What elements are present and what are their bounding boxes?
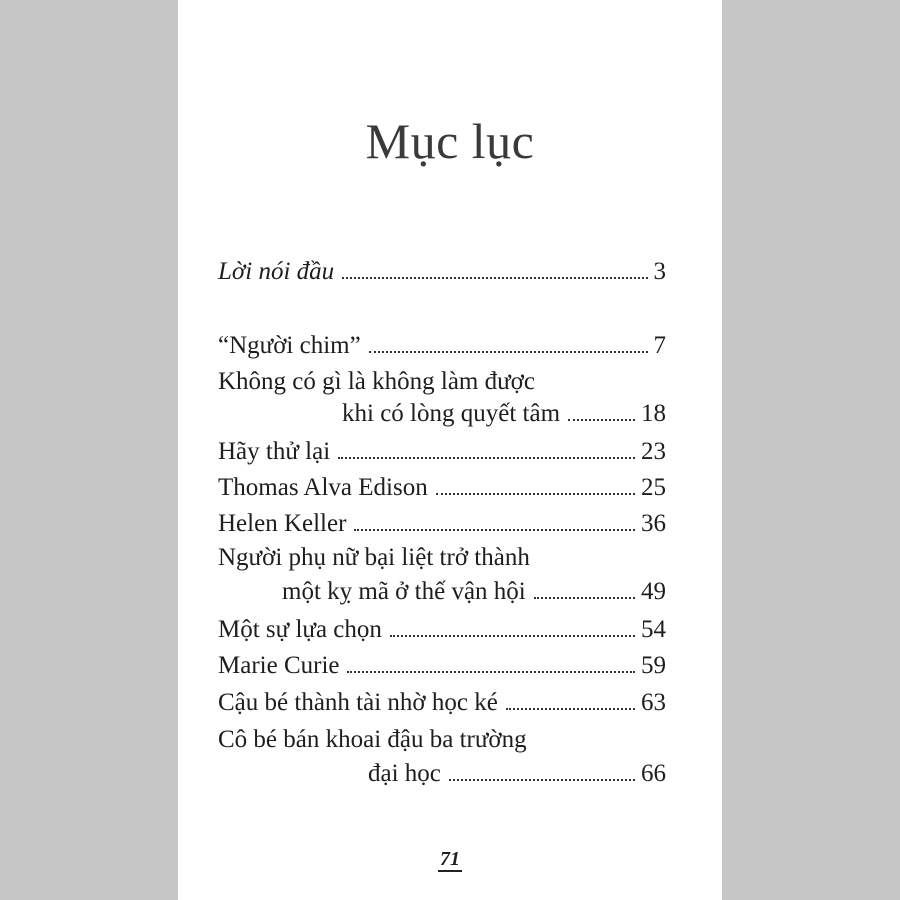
dot-leader [354, 529, 635, 531]
book-page [178, 0, 722, 900]
toc-entry [282, 576, 666, 608]
toc-page-number: 3 [653, 258, 666, 285]
toc-page-number: 63 [641, 689, 666, 716]
dot-leader [338, 457, 635, 459]
toc-entry-first-line: Không có gì là không làm được [218, 368, 535, 395]
toc-entry [218, 508, 666, 540]
dot-leader [449, 779, 635, 781]
toc-page-number: 66 [641, 760, 666, 787]
toc-page-number: 49 [641, 578, 666, 605]
toc-entry-label: Hãy thử lại [218, 438, 331, 465]
dot-leader [342, 277, 647, 279]
toc-entry-label: một kỵ mã ở thế vận hội [282, 578, 526, 605]
toc-page-number: 36 [641, 510, 666, 537]
toc-entry-label: khi có lòng quyết tâm [342, 400, 561, 427]
toc-entry-first-line: Người phụ nữ bại liệt trở thành [218, 544, 530, 571]
toc-page-number: 7 [653, 332, 666, 359]
toc-entry [218, 436, 666, 468]
toc-entry-label: Cậu bé thành tài nhờ học ké [218, 689, 498, 716]
dot-leader [534, 597, 635, 599]
toc-entry [218, 472, 666, 504]
toc-entry-label: “Người chim” [218, 332, 361, 359]
toc-page-number: 25 [641, 474, 666, 501]
page-number-footer [178, 848, 722, 872]
dot-leader [390, 635, 635, 637]
toc-entry-label: Một sự lựa chọn [218, 616, 382, 643]
toc-page-number: 59 [641, 652, 666, 679]
toc-entry-preface [218, 256, 666, 288]
toc-entry [342, 398, 666, 430]
toc-entry-label: Thomas Alva Edison [218, 474, 428, 501]
toc-entry [218, 687, 666, 719]
toc-entry [368, 758, 666, 790]
folio-number: 71 [440, 848, 460, 870]
toc-entry [218, 614, 666, 646]
toc-entry-label: đại học [368, 760, 441, 787]
toc-page-number: 23 [641, 438, 666, 465]
dot-leader [369, 351, 648, 353]
dot-leader [568, 419, 635, 421]
toc-entry [218, 650, 666, 682]
dot-leader [347, 671, 635, 673]
toc-entry-first-line: Cô bé bán khoai đậu ba trường [218, 726, 527, 753]
toc-page-number: 18 [641, 400, 666, 427]
page-title: Mục lục [365, 113, 535, 169]
dot-leader [436, 493, 635, 495]
toc-entry-label: Marie Curie [218, 652, 340, 679]
toc-entry-label: Helen Keller [218, 510, 347, 537]
toc-entry-label: Lời nói đầu [218, 258, 335, 285]
dot-leader [506, 708, 635, 710]
toc-entry [218, 330, 666, 362]
toc-page-number: 54 [641, 616, 666, 643]
